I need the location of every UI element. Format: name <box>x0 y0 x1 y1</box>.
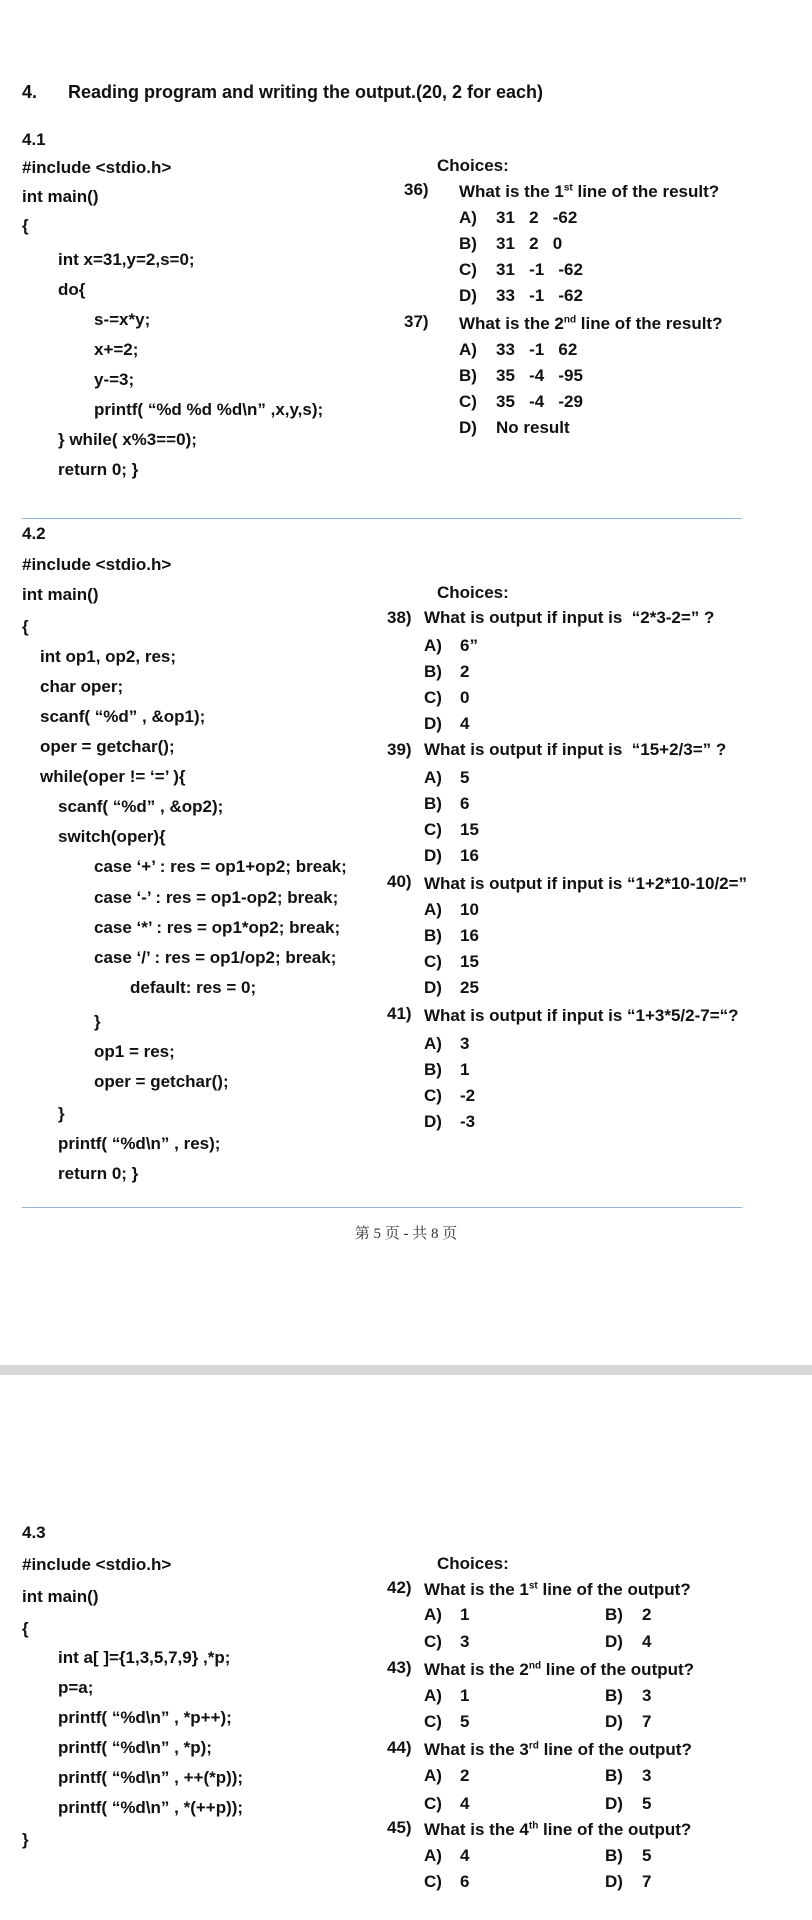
option-text: 4 <box>642 1632 652 1651</box>
code-line: } <box>94 1012 101 1031</box>
option-text: 35 -4 -95 <box>496 366 583 385</box>
option-label: B) <box>459 234 477 253</box>
option-label: C) <box>424 1632 442 1651</box>
option-text: 10 <box>460 900 479 919</box>
question-number: 40) <box>387 872 412 891</box>
option-text: 7 <box>642 1872 652 1891</box>
option-label: D) <box>605 1632 623 1651</box>
question-text: What is the 4th line of the output? <box>424 1820 692 1839</box>
option-label: D) <box>424 978 442 997</box>
question-number: 37) <box>404 312 429 331</box>
option-label: D) <box>424 714 442 733</box>
option-text: 3 <box>642 1686 652 1705</box>
code-line: int a[ ]={1,3,5,7,9} ,*p; <box>58 1648 231 1667</box>
option-text: 6 <box>460 794 470 813</box>
problem-4-2-label: 4.2 <box>22 524 46 543</box>
code-line: return 0; } <box>58 1164 139 1183</box>
option-text: 5 <box>642 1794 652 1813</box>
code-line: { <box>22 1619 29 1638</box>
option-label: A) <box>424 636 442 655</box>
section-title: Reading program and writing the output.(20, 2 for each) <box>68 82 544 102</box>
option-label: B) <box>605 1686 623 1705</box>
option-label: A) <box>424 1605 442 1624</box>
option-text: 35 -4 -29 <box>496 392 583 411</box>
option-text: 2 <box>460 1766 470 1785</box>
option-text: 33 -1 -62 <box>496 286 583 305</box>
code-line: return 0; } <box>58 460 139 479</box>
question-number: 39) <box>387 740 412 759</box>
question-text: What is the 2nd line of the result? <box>459 314 723 333</box>
code-line: case ‘*’ : res = op1*op2; break; <box>94 918 341 937</box>
option-label: B) <box>605 1605 623 1624</box>
code-line: p=a; <box>58 1678 94 1697</box>
option-text: 1 <box>460 1686 470 1705</box>
question-text: What is output if input is “15+2/3=” ? <box>424 740 727 759</box>
option-label: C) <box>424 1086 442 1105</box>
page-footer: 第 5 页 - 共 8 页 <box>354 1226 458 1242</box>
question-number: 43) <box>387 1658 412 1677</box>
code-line: #include <stdio.h> <box>22 555 172 574</box>
choices-title: Choices: <box>437 1554 509 1573</box>
question-number: 45) <box>387 1818 412 1837</box>
option-text: 6” <box>460 636 478 655</box>
code-line: printf( “%d\n” , res); <box>58 1134 221 1153</box>
choices-title: Choices: <box>437 583 509 602</box>
code-line: printf( “%d\n” , ++(*p)); <box>58 1768 244 1787</box>
option-text: 1 <box>460 1605 470 1624</box>
question-text: What is output if input is “1+2*10-10/2=” <box>424 874 748 893</box>
option-text: 31 -1 -62 <box>496 260 583 279</box>
code-line: int op1, op2, res; <box>40 647 177 666</box>
option-label: B) <box>424 794 442 813</box>
option-label: C) <box>424 952 442 971</box>
option-text: 6 <box>460 1872 470 1891</box>
code-line: int x=31,y=2,s=0; <box>58 250 195 269</box>
option-label: C) <box>424 688 442 707</box>
option-label: D) <box>605 1712 623 1731</box>
option-label: A) <box>424 1766 442 1785</box>
option-label: B) <box>424 926 442 945</box>
question-text: What is the 1st line of the output? <box>424 1580 691 1599</box>
question-number: 42) <box>387 1578 412 1597</box>
page-break <box>0 1365 812 1375</box>
code-line: while(oper != ‘=’ ){ <box>40 767 186 786</box>
code-line: case ‘/’ : res = op1/op2; break; <box>94 948 337 967</box>
option-text: 15 <box>460 952 479 971</box>
option-text: 5 <box>642 1846 652 1865</box>
option-text: 31 2 0 <box>496 234 563 253</box>
option-text: 25 <box>460 978 479 997</box>
option-text: 15 <box>460 820 479 839</box>
code-line: case ‘+’ : res = op1+op2; break; <box>94 857 347 876</box>
question-text: What is the 3rd line of the output? <box>424 1740 692 1759</box>
code-line: switch(oper){ <box>58 827 166 846</box>
code-line: { <box>22 216 29 235</box>
question-text: What is output if input is “1+3*5/2-7=“? <box>424 1006 739 1025</box>
problem-4-3-label: 4.3 <box>22 1523 46 1542</box>
question-text: What is the 2nd line of the output? <box>424 1660 695 1679</box>
section-number: 4. <box>22 82 38 102</box>
option-text: 16 <box>460 846 479 865</box>
option-text: 31 2 -62 <box>496 208 578 227</box>
code-line: scanf( “%d” , &op1); <box>40 707 206 726</box>
code-line: do{ <box>58 280 86 299</box>
option-label: B) <box>424 1060 442 1079</box>
option-label: D) <box>605 1872 623 1891</box>
option-text: 33 -1 62 <box>496 340 578 359</box>
option-text: 2 <box>642 1605 652 1624</box>
code-line: s-=x*y; <box>94 310 151 329</box>
option-label: A) <box>459 340 477 359</box>
code-line: default: res = 0; <box>130 978 257 997</box>
question-text: What is output if input is “2*3-2=” ? <box>424 608 715 627</box>
option-label: C) <box>424 1712 442 1731</box>
option-label: C) <box>459 392 477 411</box>
option-label: B) <box>424 662 442 681</box>
option-text: 3 <box>460 1632 470 1651</box>
option-text: No result <box>496 418 570 437</box>
choices-title: Choices: <box>437 156 509 175</box>
code-line: int main() <box>22 585 99 604</box>
option-text: 4 <box>460 1846 470 1865</box>
option-text: 1 <box>460 1060 470 1079</box>
code-line: #include <stdio.h> <box>22 1555 172 1574</box>
code-line: scanf( “%d” , &op2); <box>58 797 224 816</box>
option-label: B) <box>605 1766 623 1785</box>
question-number: 44) <box>387 1738 412 1757</box>
option-text: 0 <box>460 688 470 707</box>
section-divider <box>22 1207 742 1208</box>
section-divider <box>22 518 742 519</box>
option-text: 4 <box>460 714 470 733</box>
option-label: C) <box>424 1872 442 1891</box>
option-label: A) <box>424 1034 442 1053</box>
code-line: #include <stdio.h> <box>22 158 172 177</box>
option-label: A) <box>459 208 477 227</box>
option-label: D) <box>459 418 477 437</box>
option-text: 2 <box>460 662 470 681</box>
code-line: y-=3; <box>94 370 135 389</box>
option-label: D) <box>424 846 442 865</box>
option-text: 3 <box>642 1766 652 1785</box>
option-label: B) <box>459 366 477 385</box>
question-number: 36) <box>404 180 429 199</box>
option-label: D) <box>605 1794 623 1813</box>
option-text: 4 <box>460 1794 470 1813</box>
option-label: D) <box>424 1112 442 1131</box>
option-text: 7 <box>642 1712 652 1731</box>
code-line: { <box>22 617 29 636</box>
option-label: A) <box>424 768 442 787</box>
option-text: -3 <box>460 1112 476 1131</box>
code-line: char oper; <box>40 677 124 696</box>
code-line: printf( “%d %d %d\n” ,x,y,s); <box>94 400 324 419</box>
problem-4-1-label: 4.1 <box>22 130 46 149</box>
code-line: int main() <box>22 1587 99 1606</box>
option-text: 16 <box>460 926 479 945</box>
question-number: 38) <box>387 608 412 627</box>
option-label: A) <box>424 1846 442 1865</box>
option-label: C) <box>459 260 477 279</box>
question-number: 41) <box>387 1004 412 1023</box>
option-label: D) <box>459 286 477 305</box>
option-label: A) <box>424 900 442 919</box>
code-line: printf( “%d\n” , *p++); <box>58 1708 232 1727</box>
code-line: printf( “%d\n” , *(++p)); <box>58 1798 244 1817</box>
code-line: oper = getchar(); <box>94 1072 229 1091</box>
code-line: int main() <box>22 187 99 206</box>
option-label: A) <box>424 1686 442 1705</box>
option-text: 3 <box>460 1034 470 1053</box>
option-label: C) <box>424 820 442 839</box>
code-line: } <box>22 1830 29 1849</box>
question-text: What is the 1st line of the result? <box>459 182 720 201</box>
code-line: oper = getchar(); <box>40 737 175 756</box>
option-label: B) <box>605 1846 623 1865</box>
code-line: x+=2; <box>94 340 139 359</box>
code-line: } <box>58 1104 65 1123</box>
code-line: printf( “%d\n” , *p); <box>58 1738 212 1757</box>
code-line: op1 = res; <box>94 1042 175 1061</box>
code-line: } while( x%3==0); <box>58 430 197 449</box>
code-line: case ‘-’ : res = op1-op2; break; <box>94 888 339 907</box>
option-text: 5 <box>460 768 470 787</box>
option-label: C) <box>424 1794 442 1813</box>
option-text: -2 <box>460 1086 476 1105</box>
option-text: 5 <box>460 1712 470 1731</box>
